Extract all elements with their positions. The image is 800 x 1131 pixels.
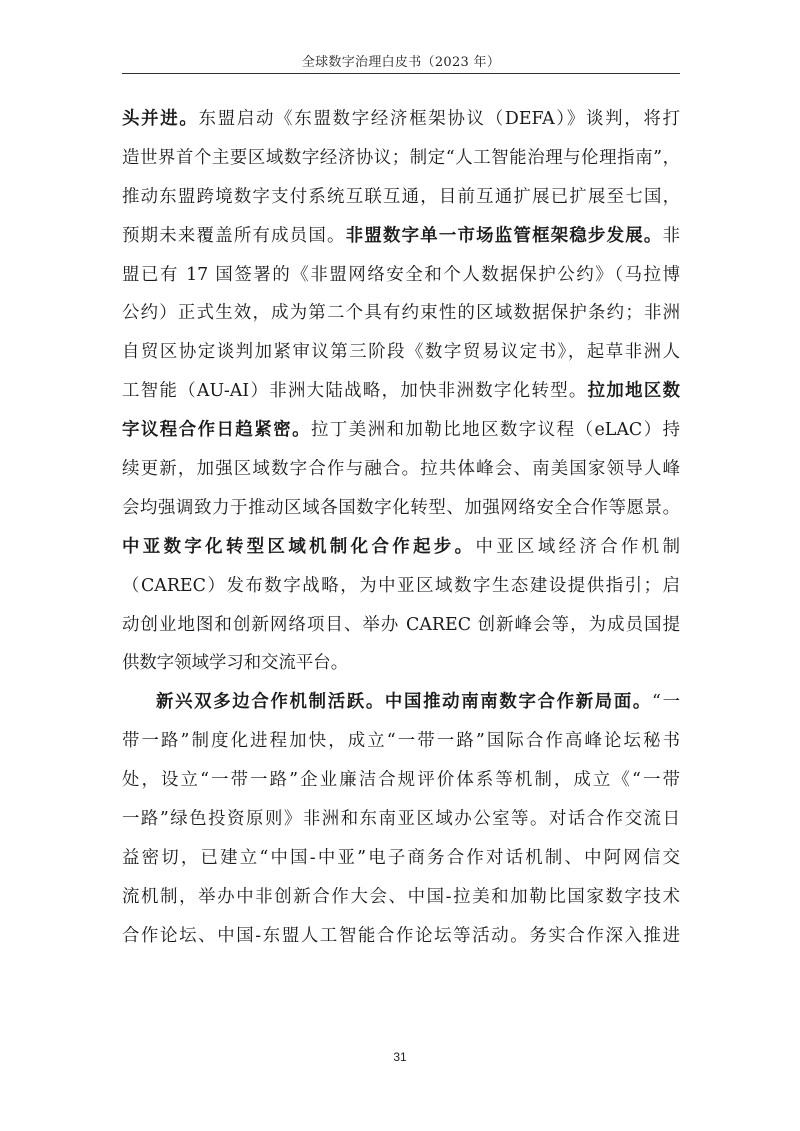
text-line <box>122 139 680 178</box>
text-line <box>122 256 680 295</box>
text-line <box>122 333 680 372</box>
text-line <box>122 450 680 489</box>
bold-text-segment: 拉加地区数 <box>587 381 680 402</box>
text-segment: 动创业地图和创新网络项目、举办 CAREC 创新峰会等，为成员国提 <box>122 614 680 635</box>
text-segment: 盟已有 17 国签署的《非盟网络安全和个人数据保护公约》（马拉博 <box>122 264 680 285</box>
bold-text-segment: 头并进。 <box>122 109 199 129</box>
text-segment: 益密切，已建立“中国-中亚”电子商务合作对话机制、中阿网信交 <box>122 847 680 868</box>
text-segment: 供数字领域学习和交流平台。 <box>122 653 349 674</box>
text-segment: 非 <box>662 225 680 246</box>
page-header <box>122 40 680 74</box>
text-line <box>122 606 680 645</box>
text-segment: 推动东盟跨境数字支付系统互联互通，目前互通扩展已扩展至七国， <box>122 186 680 207</box>
text-line <box>122 567 680 606</box>
bold-text-segment: 字议程合作日趋紧密。 <box>122 420 311 441</box>
text-segment: 一路”绿色投资原则》非洲和东南亚区域办公室等。对话合作交流日 <box>122 809 680 830</box>
text-line <box>122 761 680 800</box>
text-line <box>122 644 680 683</box>
text-line <box>122 294 680 333</box>
text-segment: 带一路”制度化进程加快，成立“一带一路”国际合作高峰论坛秘书 <box>122 731 680 752</box>
text-line <box>122 839 680 878</box>
body-text <box>122 100 680 956</box>
text-segment: 自贸区协定谈判加紧审议第三阶段《数字贸易议定书》，起草非洲人 <box>122 342 680 363</box>
text-segment: “一 <box>652 692 680 713</box>
text-line <box>122 683 680 722</box>
text-segment: 续更新，加强区域数字合作与融合。拉共体峰会、南美国家领导人峰 <box>122 459 680 480</box>
text-segment: 合作论坛、中国-东盟人工智能合作论坛等活动。务实合作深入推进 <box>122 925 680 946</box>
text-segment: 东盟启动《东盟数字经济框架协议（DEFA）》谈判，将打 <box>198 109 680 129</box>
bold-text-segment: 非盟数字单一市场监管框架稳步发展。 <box>345 225 663 246</box>
text-line <box>122 411 680 450</box>
bold-text-segment: 中亚数字化转型区域机制化合作起步。 <box>122 536 476 557</box>
text-segment: 工智能（AU-AI）非洲大陆战略，加快非洲数字化转型。 <box>122 381 588 402</box>
header-divider <box>122 73 680 74</box>
text-line <box>122 372 680 411</box>
text-line <box>122 217 680 256</box>
text-line <box>122 800 680 839</box>
text-line <box>122 917 680 956</box>
text-segment: 拉丁美洲和加勒比地区数字议程（eLAC）持 <box>311 420 680 441</box>
text-segment: 会均强调致力于推动区域各国数字化转型、加强网络安全合作等愿景。 <box>122 497 680 518</box>
text-segment: 流机制，举办中非创新合作大会、中国-拉美和加勒比国家数字技术 <box>122 886 680 907</box>
text-segment: 处，设立“一带一路”企业廉洁合规评价体系等机制，成立《“一带 <box>122 770 680 791</box>
text-segment: 预期未来覆盖所有成员国。 <box>122 225 346 246</box>
text-line <box>122 178 680 217</box>
text-line <box>122 489 680 528</box>
bold-text-segment: 新兴双多边合作机制活跃。中国推动南南数字合作新局面。 <box>156 692 653 713</box>
text-segment: 造世界首个主要区域数字经济协议；制定“人工智能治理与伦理指南”， <box>122 147 680 168</box>
text-segment: 中亚区域经济合作机制 <box>475 536 680 557</box>
page-number: 31 <box>393 1050 407 1064</box>
header-title: 全球数字治理白皮书（2023 年） <box>301 55 501 70</box>
text-line <box>122 878 680 917</box>
text-line <box>122 528 680 567</box>
text-line <box>122 100 680 139</box>
text-segment: 公约）正式生效，成为第二个具有约束性的区域数据保护条约；非洲 <box>122 303 680 324</box>
text-line <box>122 722 680 761</box>
text-segment: （CAREC）发布数字战略，为中亚区域数字生态建设提供指引；启 <box>122 575 680 596</box>
